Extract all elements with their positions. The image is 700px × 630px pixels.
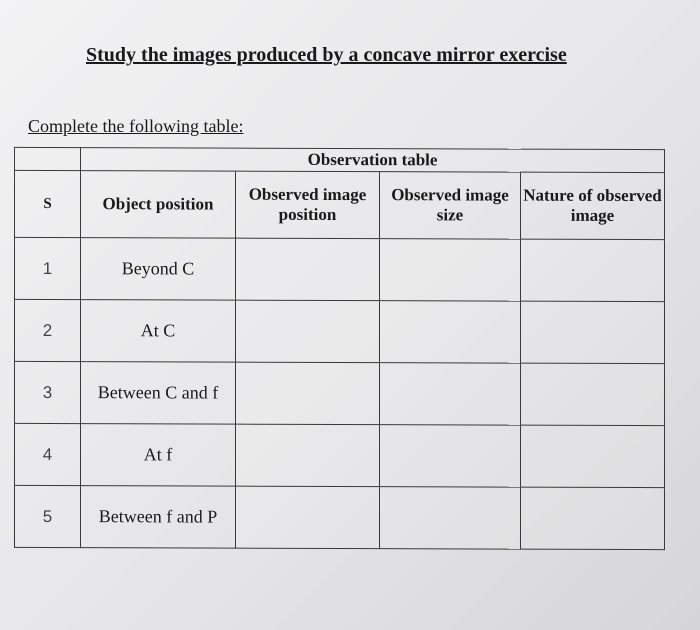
column-header-s: S — [15, 170, 81, 237]
image-size-cell[interactable] — [380, 487, 521, 549]
page-title: Study the images produced by a concave mirror exercise — [86, 44, 567, 66]
table-row — [15, 237, 665, 301]
object-position-cell: Beyond C — [81, 238, 236, 301]
column-header-object-position: Object position — [81, 171, 236, 239]
column-header-observed-image-size: Observed image size — [380, 172, 521, 239]
image-nature-cell[interactable] — [521, 487, 665, 550]
column-header-observed-image-position: Observed image position — [236, 171, 380, 239]
image-position-cell[interactable] — [236, 238, 380, 301]
table-row — [15, 423, 665, 487]
observation-table — [14, 147, 665, 550]
row-number: 2 — [15, 299, 81, 361]
image-position-cell[interactable] — [236, 362, 380, 425]
object-position-cell: Between f and P — [81, 486, 236, 549]
image-size-cell[interactable] — [380, 425, 521, 487]
image-nature-cell[interactable] — [521, 425, 665, 488]
image-nature-cell[interactable] — [521, 239, 665, 302]
image-nature-cell[interactable] — [521, 301, 665, 364]
row-number: 4 — [15, 423, 81, 485]
object-position-cell: At f — [81, 424, 236, 487]
image-size-cell[interactable] — [380, 239, 521, 301]
table-row — [15, 299, 665, 363]
image-size-cell[interactable] — [380, 301, 521, 363]
image-nature-cell[interactable] — [521, 363, 665, 426]
object-position-cell: At C — [81, 300, 236, 363]
row-number: 3 — [15, 361, 81, 423]
column-header-nature: Nature of observed image — [521, 172, 665, 240]
row-number: 1 — [15, 237, 81, 299]
table-row — [15, 361, 665, 425]
table-corner-cell — [15, 147, 81, 170]
table-header-row — [15, 170, 665, 239]
object-position-cell: Between C and f — [81, 362, 236, 425]
image-position-cell[interactable] — [236, 300, 380, 363]
table-caption: Observation table — [81, 148, 665, 173]
table-caption-row — [15, 147, 665, 172]
row-number: 5 — [15, 485, 81, 547]
image-position-cell[interactable] — [236, 486, 380, 549]
image-size-cell[interactable] — [380, 363, 521, 425]
image-position-cell[interactable] — [236, 424, 380, 487]
instruction-text: Complete the following table: — [28, 116, 244, 136]
table-row — [15, 485, 665, 549]
